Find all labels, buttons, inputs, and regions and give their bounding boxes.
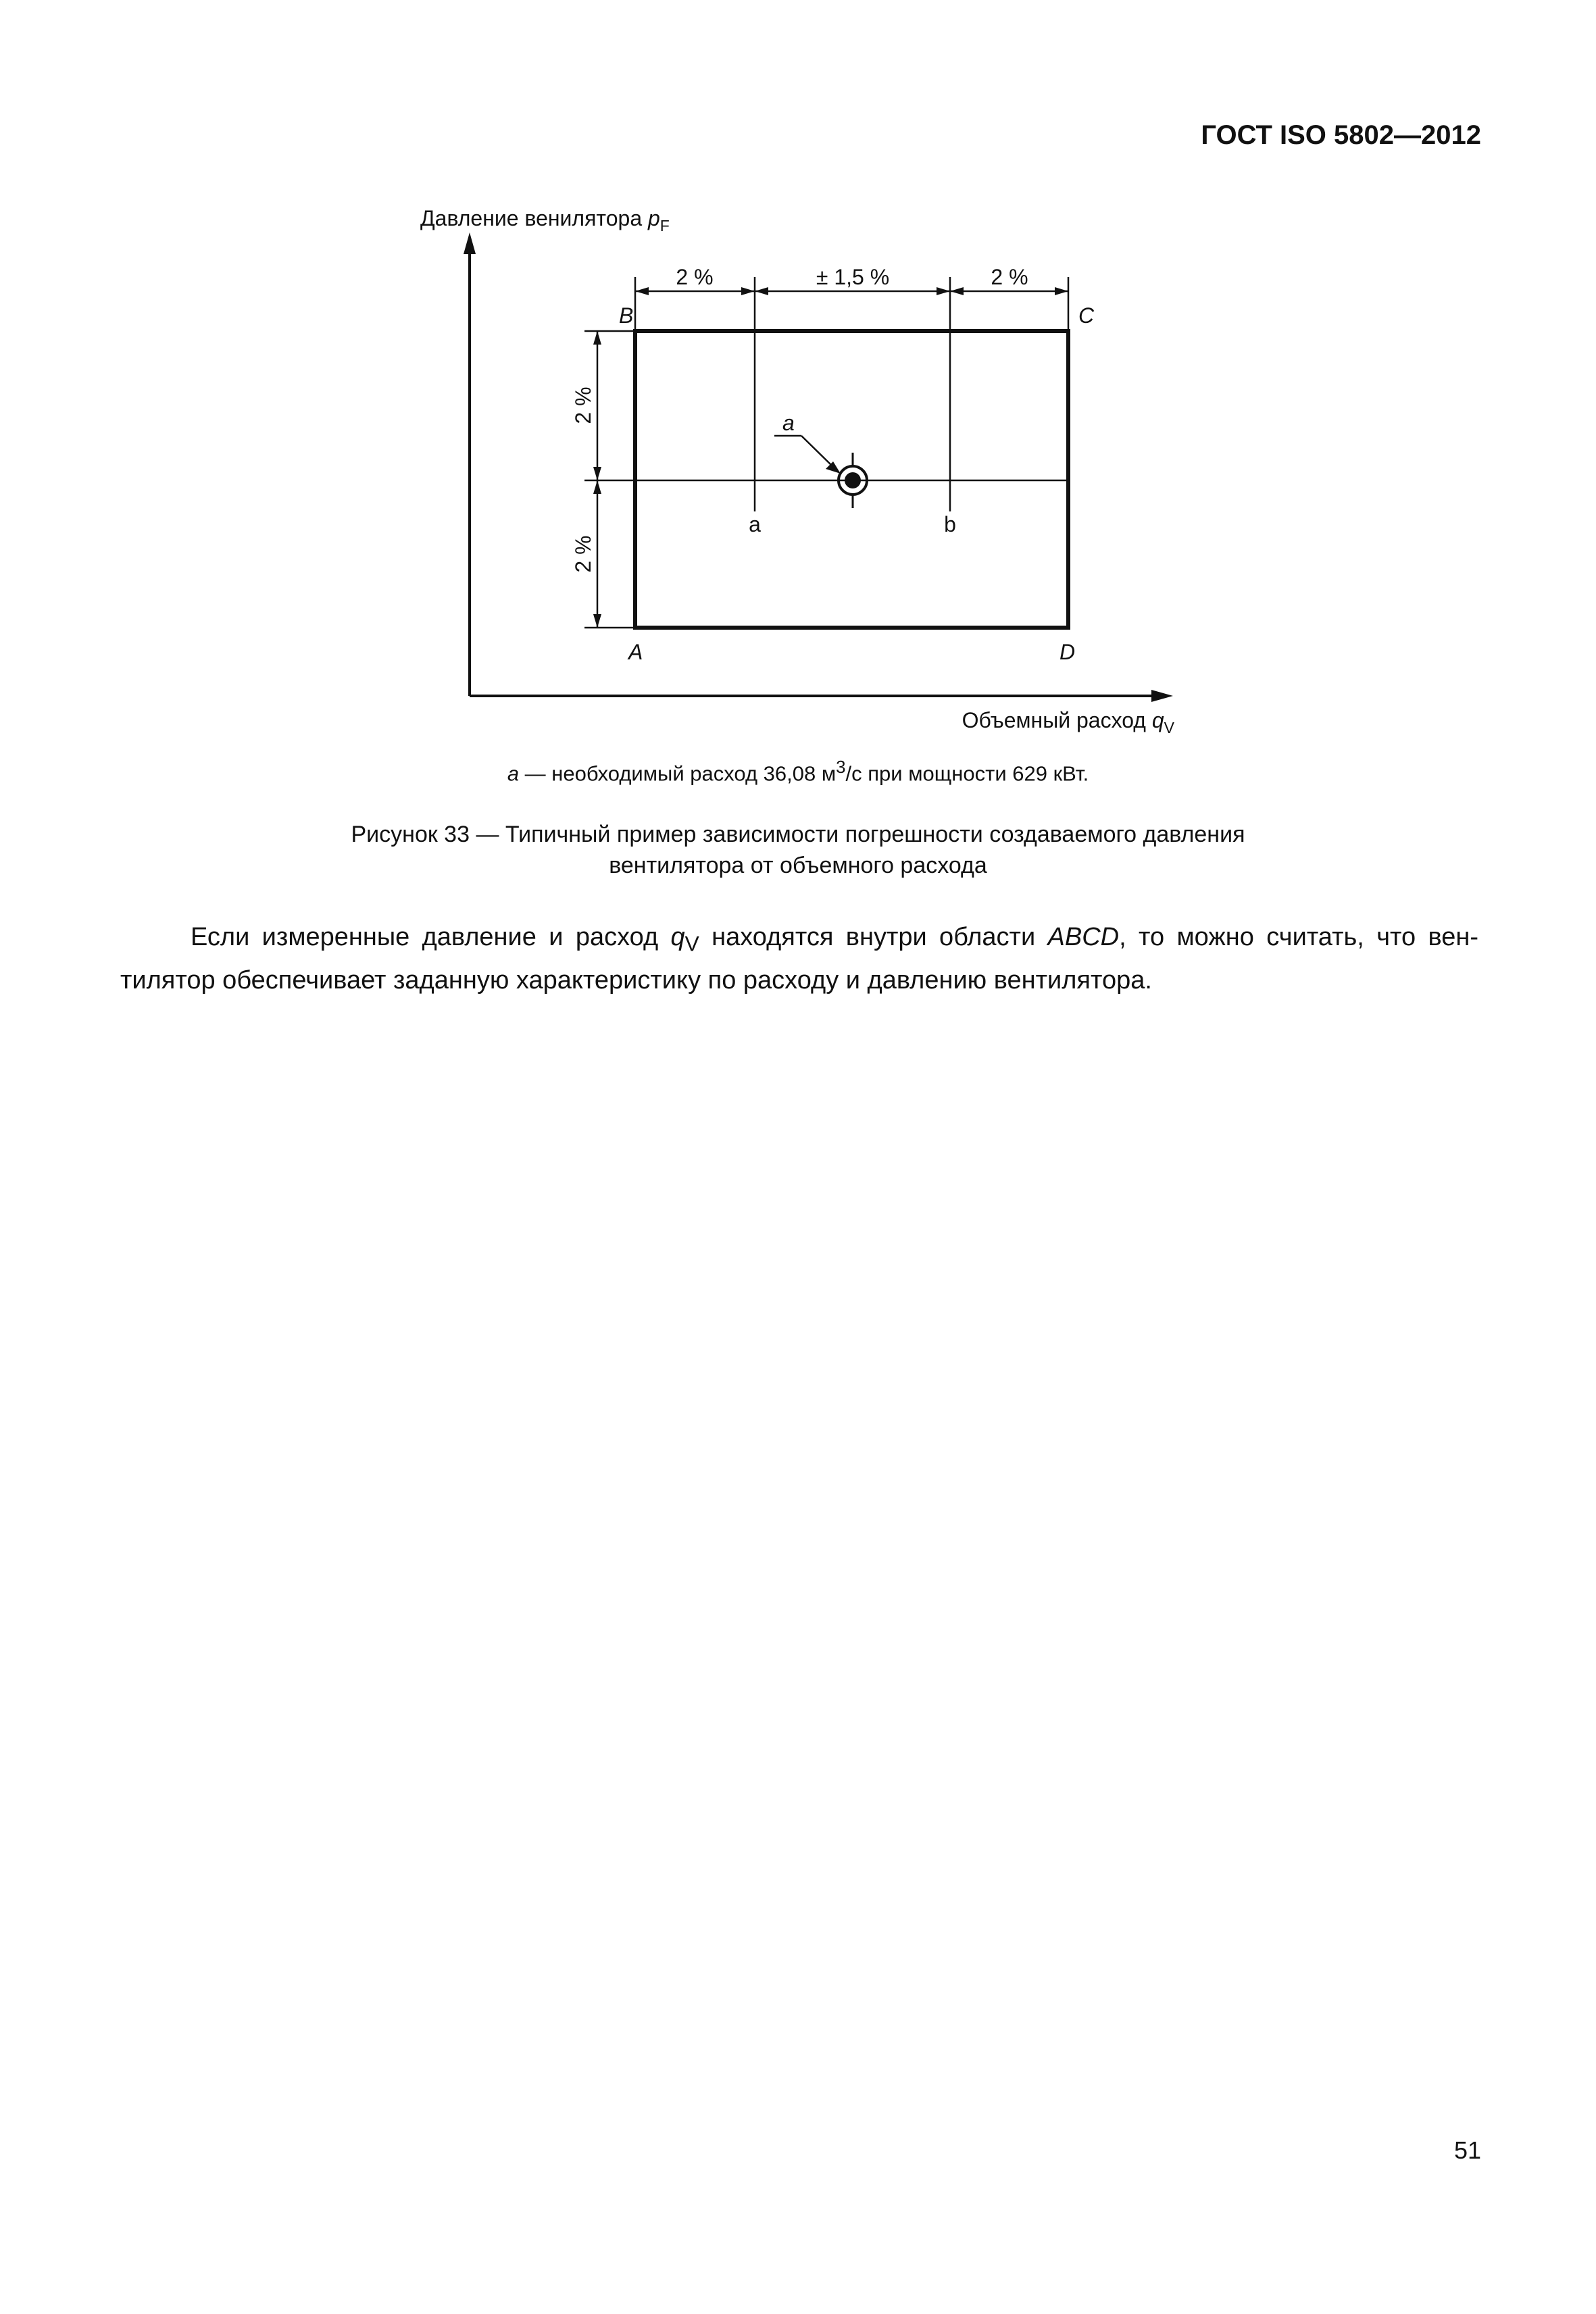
x-axis-label: Объемный расход $q_V$ <box>962 708 1174 736</box>
point-label: a <box>782 411 795 435</box>
line-a-label: a <box>749 512 761 536</box>
note-text-1: — необходимый расход 36,08 м <box>519 761 837 786</box>
paragraph-line-2: тилятор обеспечивает заданную характеристику по расходу и давлению вентилятора. <box>120 965 1152 995</box>
page-number: 51 <box>1453 2136 1481 2164</box>
note-superscript: 3 <box>836 758 846 777</box>
paragraph-line-1: Если измеренные давление и расход $q_V$ находятся внутри области ABCD, то можно считать, что вен- <box>191 923 1479 956</box>
note-key: a <box>507 761 520 786</box>
corner-label-b: B <box>619 303 634 328</box>
dim-top-left-label: 2 % <box>676 265 714 289</box>
x-axis-arrowhead <box>1151 690 1173 702</box>
y-axis-label: Давление венилятора $p_F$ <box>420 206 670 234</box>
dim-left-upper-label: 2 % <box>571 386 595 424</box>
figure-note <box>0 758 1596 786</box>
point-marker-dot <box>845 472 861 488</box>
note-text-2: /с при мощности 629 кВт. <box>845 761 1089 786</box>
corner-label-a: A <box>628 640 643 664</box>
point-leader-line <box>801 436 834 468</box>
figure-caption <box>0 819 1596 881</box>
caption-line-2: вентилятора от объемного расхода <box>609 853 987 878</box>
line-b-label: b <box>944 512 956 536</box>
document-code: ГОСТ ISO 5802—2012 <box>1201 120 1481 150</box>
dim-top-right-label: 2 % <box>991 265 1028 289</box>
dim-top-center-label: ± 1,5 % <box>816 265 890 289</box>
caption-line-1: Рисунок 33 — Типичный пример зависимости погрешности создаваемого давления <box>351 822 1245 847</box>
point-leader-arrowhead <box>826 461 841 474</box>
corner-label-c: C <box>1078 303 1095 328</box>
tolerance-diagram <box>0 0 1596 757</box>
body-paragraph <box>120 919 1478 999</box>
corner-label-d: D <box>1059 640 1076 664</box>
dim-left-lower-label: 2 % <box>571 535 595 573</box>
y-axis-arrowhead <box>464 232 476 254</box>
